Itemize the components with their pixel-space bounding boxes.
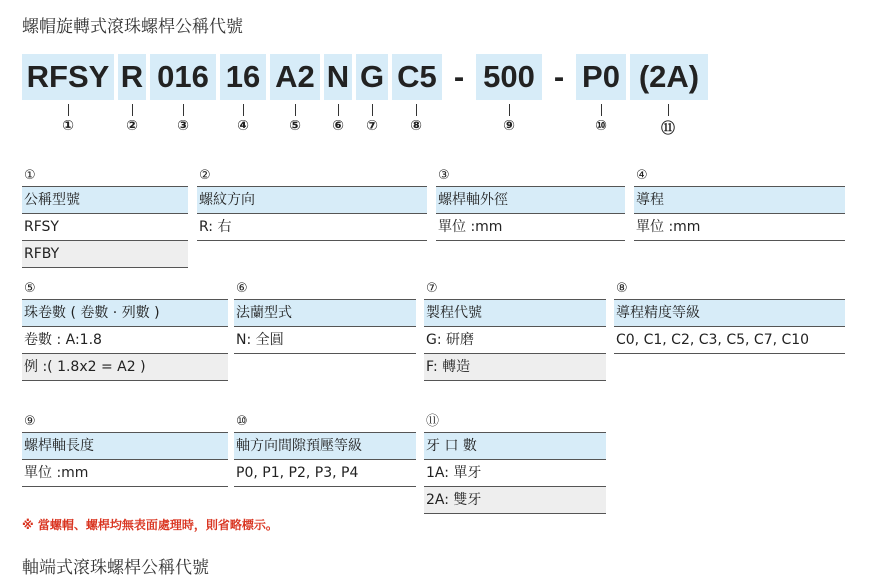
code-circuits: A2 [270,54,320,100]
footnote: ※ 當螺帽、螺桿均無表面處理時，則省略標示。 [22,518,278,532]
table-row: F: 轉造 [424,354,606,381]
table-starts [424,412,606,514]
code-diameter: 016 [150,54,216,100]
table-flange [234,279,416,354]
table-row: 單位 :mm [22,460,228,487]
table-diameter [436,166,625,241]
table-number: ⑧ [616,281,628,296]
part-code [0,54,889,104]
code-dash: - [553,59,565,94]
marker-8: ⑧ [410,118,422,134]
marker-9: ⑨ [503,118,515,134]
table-row: 1A: 單牙 [424,460,606,487]
table-number: ④ [636,168,648,183]
table-row: RFBY [22,241,188,268]
table-row: C0, C1, C2, C3, C5, C7, C10 [614,327,845,354]
table-header: 螺桿軸長度 [22,432,228,460]
page-title: 螺帽旋轉式滾珠螺桿公稱代號 [22,17,243,37]
table-header: 軸方向間隙預壓等級 [234,432,416,460]
marker-11: ⑪ [661,121,675,137]
table-row: G: 研磨 [424,327,606,354]
table-number: ⑥ [236,281,248,296]
table-header: 導程精度等級 [614,299,845,327]
marker-tick [295,104,296,116]
marker-4: ④ [237,118,249,134]
code-starts: (2A) [630,54,708,100]
table-header: 螺紋方向 [197,186,427,214]
marker-1: ① [62,118,74,134]
marker-tick [68,104,69,116]
marker-tick [416,104,417,116]
code-flange: N [324,54,352,100]
table-row: 單位 :mm [436,214,625,241]
table-header: 導程 [634,186,845,214]
marker-3: ③ [177,118,189,134]
code-process: G [356,54,388,100]
table-direction [197,166,427,241]
table-header: 公稱型號 [22,186,188,214]
table-row: R: 右 [197,214,427,241]
table-number: ② [199,168,211,183]
table-number: ⑦ [426,281,438,296]
marker-tick [601,104,602,116]
code-length: 500 [476,54,542,100]
code-accuracy: C5 [392,54,442,100]
table-row: 例 :( 1.8x2 = A2 ) [22,354,228,381]
table-row: RFSY [22,214,188,241]
marker-6: ⑥ [332,118,344,134]
marker-tick [372,104,373,116]
table-row: N: 全圓 [234,327,416,354]
table-model [22,166,188,268]
marker-tick [243,104,244,116]
marker-tick [338,104,339,116]
code-dash: - [453,59,465,94]
code-lead: 16 [220,54,266,100]
table-number: ③ [438,168,450,183]
code-preload: P0 [576,54,626,100]
marker-tick [509,104,510,116]
table-number: ⑨ [24,414,36,429]
marker-7: ⑦ [366,118,378,134]
table-header: 螺桿軸外徑 [436,186,625,214]
table-number: ⑪ [426,414,440,429]
code-direction: R [118,54,146,100]
next-section-title: 軸端式滾珠螺桿公稱代號 [22,558,209,578]
table-preload [234,412,416,487]
table-row: P0, P1, P2, P3, P4 [234,460,416,487]
table-accuracy [614,279,845,354]
table-header: 法蘭型式 [234,299,416,327]
table-number: ⑩ [236,414,248,429]
table-circuits [22,279,228,381]
table-header: 製程代號 [424,299,606,327]
marker-2: ② [126,118,138,134]
table-row: 2A: 雙牙 [424,487,606,514]
marker-tick [132,104,133,116]
table-process [424,279,606,381]
marker-10: ⑩ [595,118,607,134]
table-row: 卷數 : A:1.8 [22,327,228,354]
table-number: ⑤ [24,281,36,296]
table-number: ① [24,168,36,183]
table-header: 牙 口 數 [424,432,606,460]
code-model: RFSY [22,54,114,100]
marker-5: ⑤ [289,118,301,134]
marker-tick [668,104,669,116]
marker-tick [183,104,184,116]
table-header: 珠卷數 ( 卷數 · 列數 ) [22,299,228,327]
table-length [22,412,228,487]
table-row: 單位 :mm [634,214,845,241]
table-lead [634,166,845,241]
